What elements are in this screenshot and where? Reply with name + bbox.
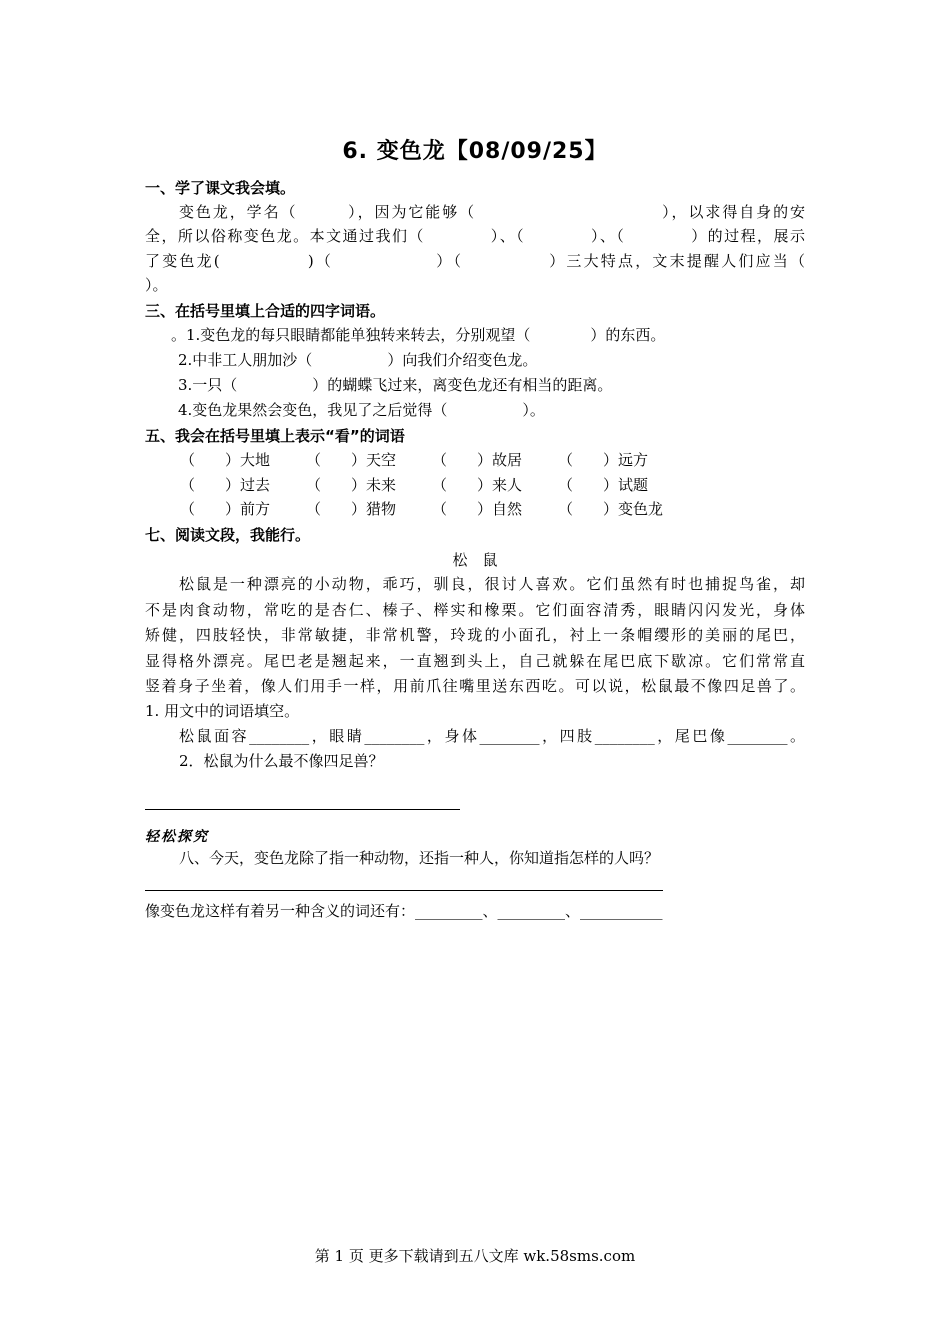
word-grid xyxy=(180,448,684,522)
section1-line: 变色龙，学名（ ），因为它能够（ ），以求得自身的安 xyxy=(179,203,805,221)
words-line: 像变色龙这样有着另一种含义的词还有：_________、_________、___________ xyxy=(145,902,663,920)
passage-line: 矫健，四肢轻快，非常敏捷，非常机警，玲珑的小面孔，衬上一条帽缨形的美丽的尾巴， xyxy=(145,626,805,644)
word-item: （ ）故居 xyxy=(432,451,523,469)
page-title: 6. 变色龙【08/09/25】 xyxy=(342,139,608,164)
section3-item: 。1.变色龙的每只眼睛都能单独转来转去，分别观望（ ）的东西。 xyxy=(171,326,666,344)
section1-heading: 一、学了课文我会填。 xyxy=(145,179,296,197)
word-item: （ ）猎物 xyxy=(306,500,397,518)
page-footer: 第 1 页 更多下载请到五八文库 wk.58sms.com xyxy=(314,1247,636,1265)
explore-label: 轻松探究 xyxy=(145,829,209,845)
section1-line: ）。 xyxy=(145,276,168,294)
question-2: 2．松鼠为什么最不像四足兽？ xyxy=(179,752,384,770)
passage-title: 松 鼠 xyxy=(452,551,498,569)
word-item: （ ）前方 xyxy=(180,500,271,518)
word-item: （ ）大地 xyxy=(180,451,271,469)
word-item: （ ）自然 xyxy=(432,500,523,518)
section7-heading: 七、阅读文段，我能行。 xyxy=(145,526,311,544)
word-grid-row xyxy=(180,497,684,522)
passage-line: 松鼠是一种漂亮的小动物，乖巧，驯良，很讨人喜欢。它们虽然有时也捕捉鸟雀，却 xyxy=(179,575,805,593)
word-item: （ ）变色龙 xyxy=(558,500,664,518)
section3-item: 4.变色龙果然会变色，我见了之后觉得（ ）。 xyxy=(178,401,545,419)
word-item: （ ）天空 xyxy=(306,451,397,469)
explore-question: 八、今天，变色龙除了指一种动物，还指一种人，你知道指怎样的人吗？ xyxy=(179,849,660,867)
section3-item: 3.一只（ ）的蝴蝶飞过来，离变色龙还有相当的距离。 xyxy=(178,376,613,394)
answer-line xyxy=(145,809,460,810)
section3-item: 2.中非工人朋加沙（ ）向我们介绍变色龙。 xyxy=(178,351,538,369)
answer-line xyxy=(145,890,663,891)
question-1-fill: 松鼠面容________，眼睛________，身体________，四肢________，尾巴像________。 xyxy=(179,727,805,745)
section3-heading: 三、在括号里填上合适的四字词语。 xyxy=(145,302,386,320)
word-grid-row xyxy=(180,473,684,498)
passage-line: 不是肉食动物，常吃的是杏仁、榛子、榉实和橡栗。它们面容清秀，眼睛闪闪发光，身体 xyxy=(145,601,805,619)
passage-line: 显得格外漂亮。尾巴老是翘起来，一直翘到头上，自己就躲在尾巴底下歇凉。它们常常直 xyxy=(145,652,805,670)
section1-line: 了变色龙( )（ ）（ ）三大特点，文末提醒人们应当（ xyxy=(145,252,805,270)
question-1: 1. 用文中的词语填空。 xyxy=(145,702,300,720)
word-item: （ ）过去 xyxy=(180,475,271,494)
word-item: （ ）试题 xyxy=(558,475,649,494)
word-item: （ ）未来 xyxy=(306,475,397,494)
section1-line: 全，所以俗称变色龙。本文通过我们（ ）、（ ）、（ ）的过程，展示 xyxy=(145,227,805,245)
word-item: （ ）来人 xyxy=(432,475,523,494)
word-grid-row xyxy=(180,448,684,473)
section5-heading: 五、我会在括号里填上表示“看”的词语 xyxy=(145,427,405,445)
word-item: （ ）远方 xyxy=(558,451,649,469)
passage-line: 竖着身子坐着，像人们用手一样，用前爪往嘴里送东西吃。可以说，松鼠最不像四足兽了。 xyxy=(145,677,805,695)
